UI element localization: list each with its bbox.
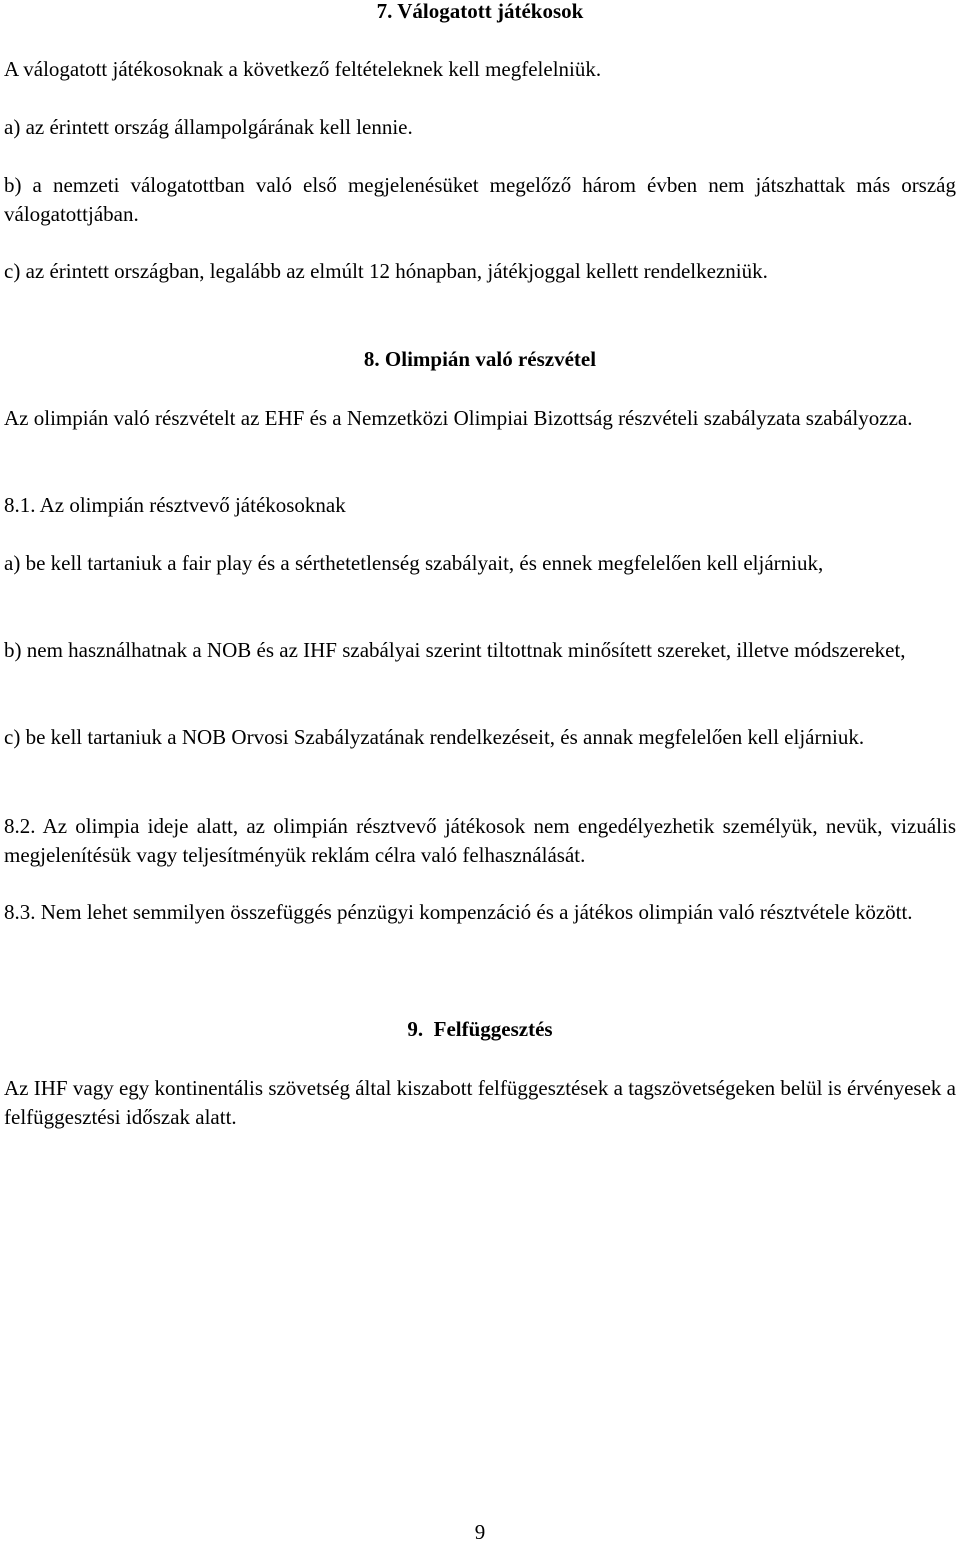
paragraph-8-1-item-c: c) be kell tartaniuk a NOB Orvosi Szabályzatának rendelkezéseit, és annak megfelelően kell eljárniuk. bbox=[4, 725, 865, 749]
page-number: 9 bbox=[474, 1520, 486, 1544]
paragraph-8-1-item-a: a) be kell tartaniuk a fair play és a sérthetetlenség szabályait, és ennek megfelelően kell eljárniuk, bbox=[4, 551, 824, 575]
paragraph-8-1-title: 8.1. Az olimpián résztvevő játékosoknak bbox=[4, 493, 346, 517]
section-8-intro: Az olimpián való részvételt az EHF és a Nemzetközi Olimpiai Bizottság részvételi szabályzata szabályozza. bbox=[4, 406, 913, 430]
section-7-item-c: c) az érintett országban, legalább az elmúlt 12 hónapban, játékjoggal kellett rendelkezniük. bbox=[4, 259, 768, 283]
section-8-heading: 8. Olimpián való részvétel bbox=[363, 347, 597, 371]
section-7-item-b: b) a nemzeti válogatottban való első megjelenésüket megelőző három évben nem játszhattak más ország válogatottjában. bbox=[4, 173, 956, 226]
paragraph-8-1-item-b: b) nem használhatnak a NOB és az IHF szabályai szerint tiltottnak minősített szereket, illetve módszereket, bbox=[4, 638, 906, 662]
section-9-heading: 9. Felfüggesztés bbox=[407, 1017, 553, 1041]
section-7-item-a: a) az érintett ország állampolgárának kell lennie. bbox=[4, 115, 413, 139]
paragraph-8-3: 8.3. Nem lehet semmilyen összefüggés pénzügyi kompenzáció és a játékos olimpián való résztvétele között. bbox=[4, 900, 913, 924]
section-7-heading: 7. Válogatott játékosok bbox=[376, 0, 584, 23]
section-9-body: Az IHF vagy egy kontinentális szövetség által kiszabott felfüggesztések a tagszövetségeken belül is érvényesek a felfüggesztési időszak alatt. bbox=[4, 1076, 956, 1129]
paragraph-8-2: 8.2. Az olimpia ideje alatt, az olimpián résztvevő játékosok nem engedélyezhetik személyük, nevük, vizuális megjelenítésük vagy teljesítményük reklám célra való felhasználását. bbox=[4, 814, 956, 867]
section-7-intro: A válogatott játékosoknak a következő feltételeknek kell megfelelniük. bbox=[4, 57, 602, 81]
document-page bbox=[4, 0, 956, 1543]
